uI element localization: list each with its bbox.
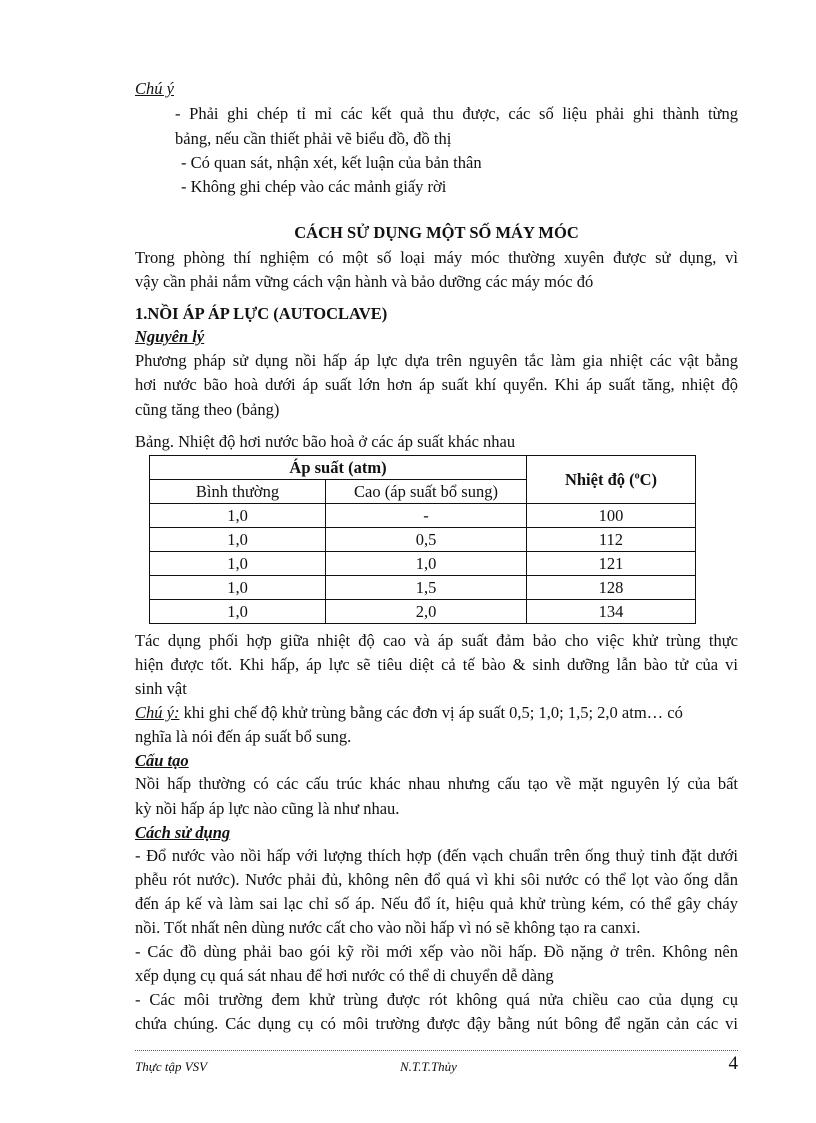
- header-normal: Bình thường: [150, 480, 326, 504]
- heading-autoclave: 1.NỒI ÁP ÁP LỰC (AUTOCLAVE): [135, 304, 388, 323]
- structure-line: kỳ nồi hấp áp lực nào cũng là như nhau.: [135, 799, 400, 818]
- cell-high: 1,5: [326, 576, 527, 600]
- table-caption: Bảng. Nhiệt độ hơi nước bão hoà ở các áp suất khác nhau: [135, 432, 516, 451]
- table-row: [150, 504, 696, 528]
- cell-temp: 134: [527, 600, 696, 624]
- pressure-temperature-table: [149, 455, 696, 624]
- footer-center: N.T.T.Thủy: [400, 1059, 457, 1074]
- cell-normal: 1,0: [150, 576, 326, 600]
- cell-high: -: [326, 504, 527, 528]
- cell-normal: 1,0: [150, 552, 326, 576]
- cell-temp: 112: [527, 528, 696, 552]
- effect-line: sinh vật: [135, 679, 187, 698]
- cell-high: 1,0: [326, 552, 527, 576]
- usage-line: - Các môi trường đem khử trùng được rót không quá nửa chiều cao của dụng cụ: [135, 990, 738, 1009]
- intro-line: vậy cần phải nắm vững cách vận hành và bảo dưỡng các máy móc đó: [135, 272, 594, 291]
- note-title: Chú ý: [135, 79, 174, 98]
- effect-line: hiện được tốt. Khi hấp, áp lực sẽ tiêu diệt cả tế bào & sinh dưỡng lẫn bào tử của vi: [135, 655, 738, 674]
- intro-line: Trong phòng thí nghiệm có một số loại máy móc thường xuyên được sử dụng, vì: [135, 248, 738, 267]
- cell-temp: 121: [527, 552, 696, 576]
- cell-normal: 1,0: [150, 504, 326, 528]
- table-row: [150, 600, 696, 624]
- note2-text: khi ghi chế độ khử trùng bằng các đơn vị áp suất 0,5; 1,0; 1,5; 2,0 atm… có: [179, 703, 683, 722]
- cell-normal: 1,0: [150, 528, 326, 552]
- header-temperature: Nhiệt độ ($^o$C): [527, 456, 696, 504]
- principle-line: hơi nước bão hoà dưới áp suất lớn hơn áp suất khí quyển. Khi áp suất tăng, nhiệt độ: [135, 375, 738, 394]
- note-line: - Có quan sát, nhận xét, kết luận của bản thân: [181, 153, 482, 172]
- section-title: CÁCH SỬ DỤNG MỘT SỐ MÁY MÓC: [294, 223, 579, 242]
- cell-temp: 100: [527, 504, 696, 528]
- usage-line: nồi. Tốt nhất nên dùng nước cất cho vào nồi hấp vì nó sẽ không tạo ra canxi.: [135, 918, 641, 937]
- note2-line: [135, 700, 738, 726]
- note2-line: nghĩa là nói đến áp suất bổ sung.: [135, 727, 352, 746]
- table-row: [150, 552, 696, 576]
- usage-line: chứa chúng. Các dụng cụ có môi trường được đậy bằng nút bông để ngăn cản các vi: [135, 1014, 738, 1033]
- cell-high: 0,5: [326, 528, 527, 552]
- cell-high: 2,0: [326, 600, 527, 624]
- table-row: [150, 528, 696, 552]
- table-row: [150, 576, 696, 600]
- subheading-principle: Nguyên lý: [135, 327, 205, 346]
- usage-line: - Đổ nước vào nồi hấp với lượng thích hợp (đến vạch chuẩn trên ống thuỷ tinh đặt dưới: [135, 846, 738, 865]
- footer-left: Thực tập VSV: [135, 1059, 208, 1074]
- structure-line: Nồi hấp thường có các cấu trúc khác nhau nhưng cấu tạo về mặt nguyên lý của bất: [135, 774, 738, 793]
- cell-normal: 1,0: [150, 600, 326, 624]
- subheading-structure: Cấu tạo: [135, 751, 189, 770]
- page-number: 4: [728, 1053, 738, 1074]
- usage-line: xếp dụng cụ quá sát nhau để hơi nước có thể di chuyển dễ dàng: [135, 966, 554, 985]
- footer-rule: [135, 1050, 738, 1051]
- principle-line: cũng tăng theo (bảng): [135, 400, 280, 419]
- note-line: - Không ghi chép vào các mảnh giấy rời: [181, 177, 447, 196]
- subheading-usage: Cách sử dụng: [135, 823, 231, 842]
- note-line: - Phải ghi chép tỉ mỉ các kết quả thu được, các số liệu phải ghi thành từng: [175, 104, 738, 123]
- usage-line: phễu rót nước). Nước phải đủ, không nên đổ quá vì khi sôi nước có thể lọt vào ống dẫn: [135, 870, 738, 889]
- note-line: bảng, nếu cần thiết phải vẽ biểu đồ, đồ thị: [175, 129, 452, 148]
- cell-temp: 128: [527, 576, 696, 600]
- note2-label: Chú ý:: [135, 703, 180, 722]
- usage-line: - Các đồ dùng phải bao gói kỹ rồi mới xếp vào nồi hấp. Đồ nặng ở trên. Không nên: [135, 942, 738, 961]
- principle-line: Phương pháp sử dụng nồi hấp áp lực dựa trên nguyên tắc làm gia nhiệt các vật bằng: [135, 351, 738, 370]
- effect-line: Tác dụng phối hợp giữa nhiệt độ cao và áp suất đảm bảo cho việc khử trùng thực: [135, 631, 738, 650]
- header-pressure: Áp suất (atm): [150, 456, 527, 480]
- header-high: Cao (áp suất bổ sung): [326, 480, 527, 504]
- usage-line: đến áp kế và làm sai lạc chỉ số áp. Nếu đổ ít, hiệu quả khử trùng kém, có thể gây cháy: [135, 894, 738, 913]
